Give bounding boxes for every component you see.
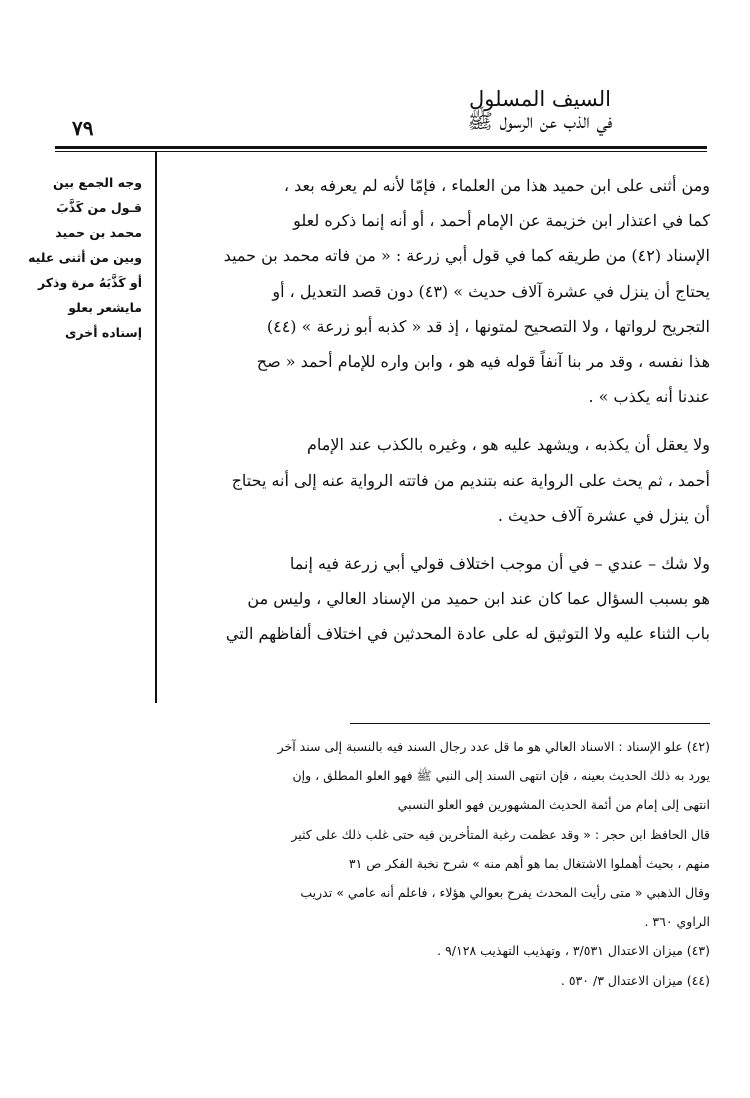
footnote-line: وقال الذهبي « متى رأيت المحدث يفرح بعوالي هؤلاء ، فاعلم أنه عامي » تدريب (300, 885, 710, 901)
margin-note (20, 170, 142, 345)
footnote-line: (٤٤) ميزان الاعتدال ٣/ ٥٣٠ . (560, 972, 710, 988)
text-line: ولا يعقل أن يكذبه ، ويشهد عليه هو ، وغيره بالكذب عند الإمام (306, 435, 710, 455)
paragraph-2 (170, 427, 710, 533)
footnotes (170, 732, 710, 995)
page-header (0, 0, 750, 160)
text-line: أحمد ، ثم يحث على الرواية عنه بتنديم من فاتته الرواية عنه إلى أنه يحتاج (231, 470, 710, 490)
running-title (410, 88, 670, 132)
page-number: ٧٩ (72, 116, 94, 140)
paragraph-3 (170, 546, 710, 652)
footnote-line: يورد به ذلك الحديث بعينه ، فإن انتهى السند إلى النبي ﷺ فهو العلو المطلق ، وإن (292, 768, 710, 784)
text-line: يحتاج أن ينزل في عشرة آلاف حديث » (٤٣) دون قصد التعديل ، أو (272, 281, 710, 301)
margin-note-line: إسناده أخرى (64, 325, 142, 340)
text-line: هو بسبب السؤال عما كان عند ابن حميد من الإسناد العالي ، وليس من (247, 589, 710, 609)
margin-note-line: أو كَذَّبَهُ مرة وذكر (38, 275, 142, 290)
main-text (170, 168, 710, 652)
text-line: هذا نفسه ، وقد مر بنا آنفاً قوله فيه هو ، وابن واره للإمام أحمد « صح (256, 352, 710, 372)
footnote-line: انتهى إلى إمام من أئمة الحديث المشهورين فهو العلو النسبي (397, 797, 710, 813)
footnote-line: منهم ، بحيث أهملوا الاشتغال بما هو أهم منه » شرح نخبة الفكر ص ٣١ (348, 855, 710, 871)
margin-note-line: محمد بن حميد (55, 225, 142, 240)
running-title-line-1: السيف المسلول (469, 87, 611, 111)
margin-note-line: وبين من أثنى عليه (28, 250, 142, 265)
header-rule-thin (55, 151, 707, 152)
footnote-line: (٤٣) ميزان الاعتدال ٣/٥٣١ ، وتهذيب التهذيب ٩/١٢٨ . (437, 943, 710, 959)
margin-divider (155, 152, 157, 703)
margin-note-line: مايشعر بعلو (68, 300, 142, 315)
footnote-line: الراوي ٣٦٠ . (644, 914, 710, 930)
header-rule-thick (55, 146, 707, 149)
text-line: باب الثناء عليه ولا التوثيق له على عادة المحدثين في اختلاف ألفاظهم التي (225, 624, 710, 644)
text-line: ولا شك – عندي – في أن موجب اختلاف قولي أبي زرعة فيه إنما (289, 554, 710, 574)
margin-note-line: وجه الجمع بين (52, 175, 142, 190)
text-line: التجريح لرواتها ، ولا التصحيح لمتونها ، إذ قد « كذبه أبو زرعة » (٤٤) (266, 316, 710, 336)
text-line: كما في اعتذار ابن خزيمة عن الإمام أحمد ، أو أنه إنما ذكره لعلو (293, 211, 710, 231)
text-line: ومن أثنى على ابن حميد هذا من العلماء ، فإمّا لأنه لم يعرفه بعد ، (283, 176, 710, 195)
running-title-line-2: في الذب عن الرسول ﷺ (467, 109, 613, 133)
text-line: عندنا أنه يكذب » . (588, 387, 710, 407)
text-line: أن ينزل في عشرة آلاف حديث . (497, 505, 710, 525)
paragraph-1 (170, 168, 710, 414)
footnote-line: قال الحافظ ابن حجر : « وقد عظمت رغبة المتأخرين فيه حتى غلب ذلك على كثير (291, 826, 710, 842)
footnote-separator (350, 723, 710, 724)
footnote-line: (٤٢) علو الإسناد : الاسناد العالي هو ما قل عدد رجال السند فيه بالنسبة إلى سند آخر (277, 739, 710, 754)
margin-note-line: قـول من كَذَّبَ (56, 200, 142, 215)
text-line: الإسناد (٤٢) من طريقه كما في قول أبي زرعة : « من فاته محمد بن حميد (223, 246, 710, 266)
